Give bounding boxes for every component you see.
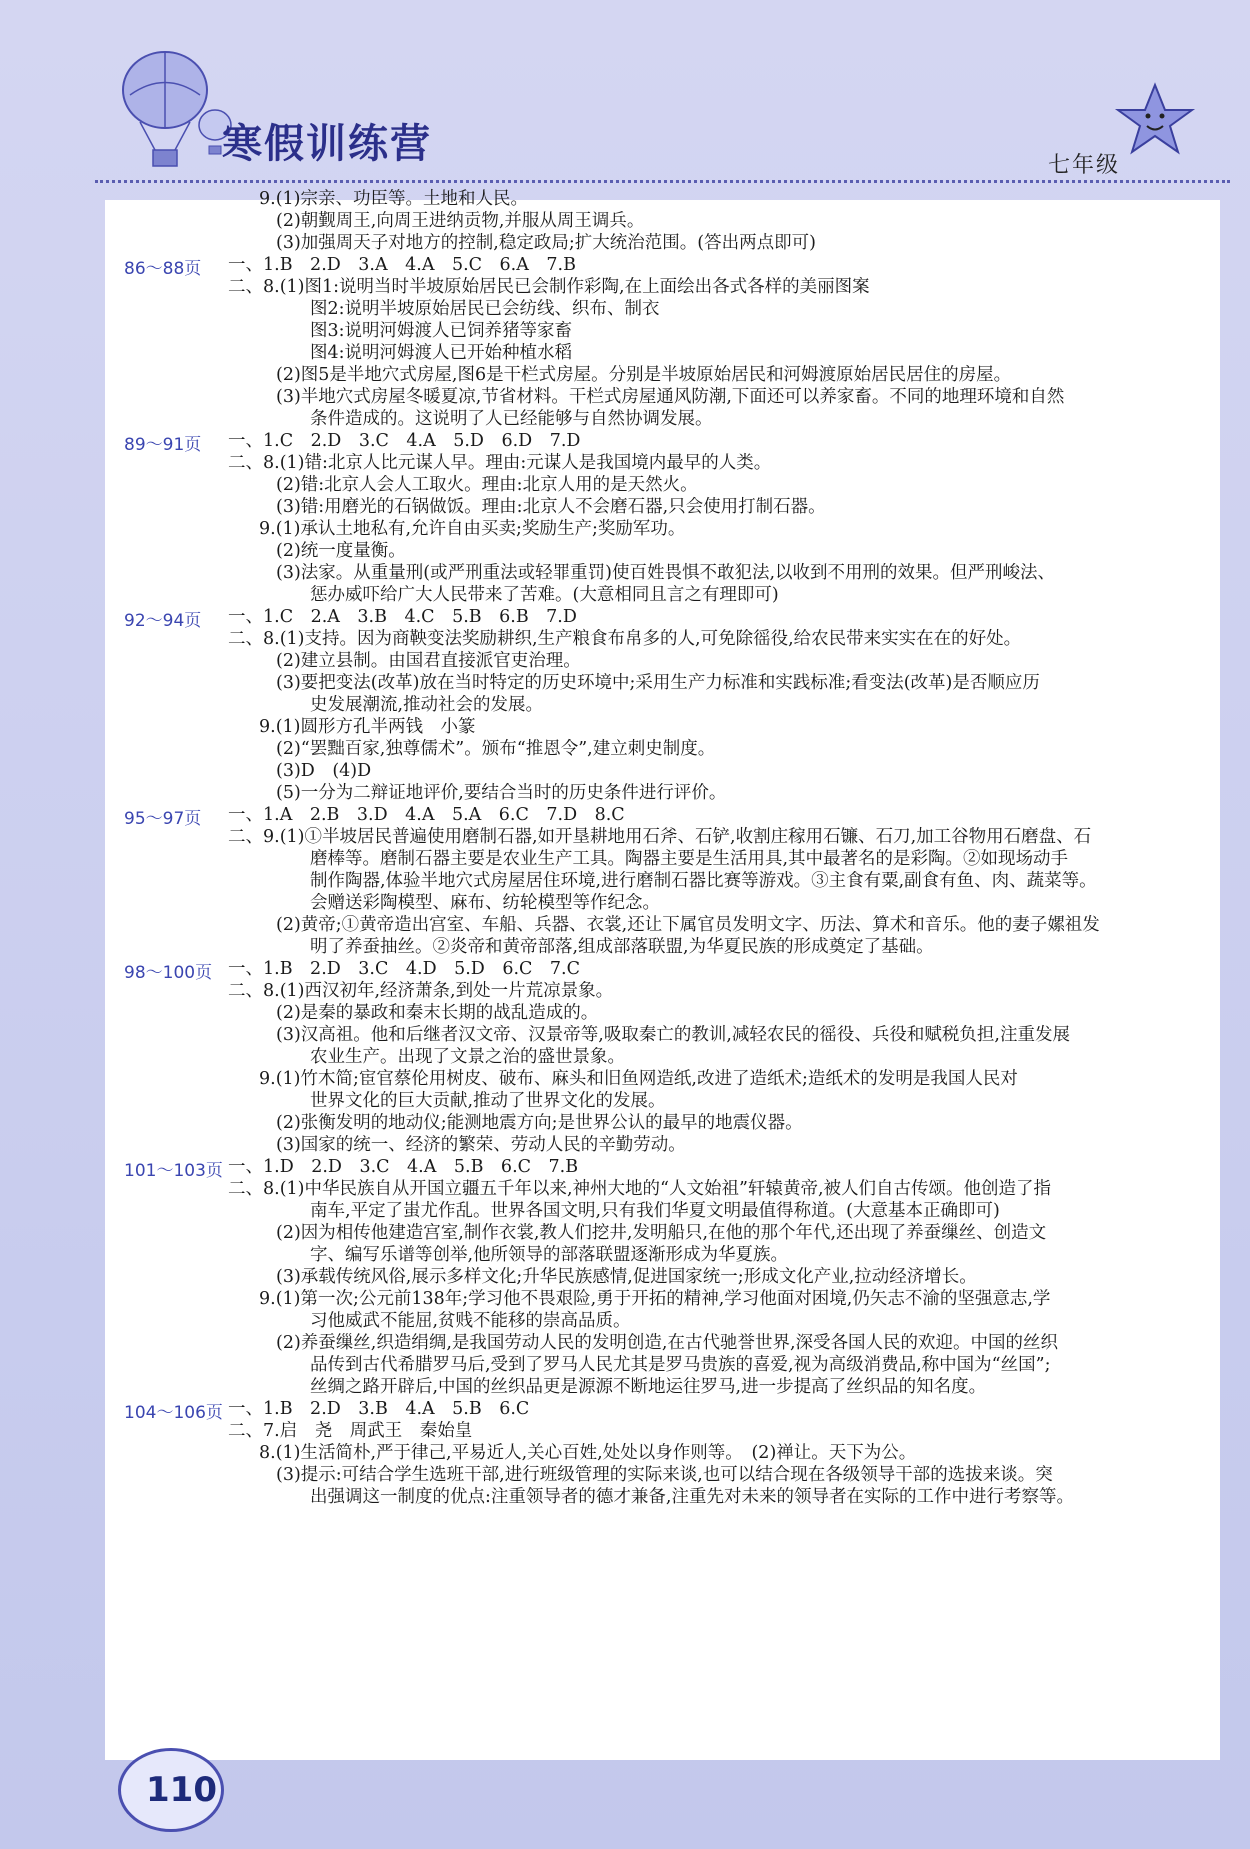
header-divider bbox=[95, 180, 1230, 183]
answer-line: (2)养蚕缫丝,织造绢绸,是我国劳动人民的发明创造,在古代驰誉世界,深受各国人民的欢迎。中国的丝织 bbox=[276, 1333, 1059, 1353]
page-ref: 95～97页 bbox=[124, 809, 202, 829]
page-ref: 92～94页 bbox=[124, 611, 202, 631]
answer-line: (3)承载传统风俗,展示多样文化;升华民族感情,促进国家统一;形成文化产业,拉动经济增长。 bbox=[276, 1267, 977, 1287]
smiling-star-icon bbox=[1110, 80, 1200, 160]
answer-line: 二、8.(1)西汉初年,经济萧条,到处一片荒凉景象。 bbox=[228, 981, 614, 1001]
answer-line: 二、8.(1)中华民族自从开国立疆五千年以来,神州大地的“人文始祖”轩辕黄帝,被人们自古传颂。他创造了指 bbox=[228, 1179, 1052, 1199]
answer-line: 一、1.C 2.D 3.C 4.A 5.D 6.D 7.D bbox=[228, 431, 581, 451]
answer-line: 二、7.启 尧 周武王 秦始皇 bbox=[228, 1421, 473, 1441]
answer-line: (3)要把变法(改革)放在当时特定的历史环境中;采用生产力标准和实践标准;看变法(改革)是否顺应历 bbox=[276, 673, 1040, 693]
answer-line: 一、1.C 2.A 3.B 4.C 5.B 6.B 7.D bbox=[228, 607, 577, 627]
answer-line: 9.(1)竹木简;宦官蔡伦用树皮、破布、麻头和旧鱼网造纸,改进了造纸术;造纸术的发明是我国人民对 bbox=[259, 1069, 1018, 1089]
page-ref: 101～103页 bbox=[124, 1161, 223, 1181]
answer-line: (2)建立县制。由国君直接派官吏治理。 bbox=[276, 651, 581, 671]
answer-line: 磨棒等。磨制石器主要是农业生产工具。陶器主要是生活用具,其中最著名的是彩陶。②如现场动手 bbox=[310, 849, 1069, 869]
answer-line: (5)一分为二辩证地评价,要结合当时的历史条件进行评价。 bbox=[276, 783, 727, 803]
answer-line: 出强调这一制度的优点:注重领导者的德才兼备,注重先对未来的领导者在实际的工作中进行考察等。 bbox=[310, 1487, 1074, 1507]
answer-line: 世界文化的巨大贡献,推动了世界文化的发展。 bbox=[310, 1091, 666, 1111]
answer-line: (2)错:北京人会人工取火。理由:北京人用的是天然火。 bbox=[276, 475, 698, 495]
answer-line: 条件造成的。这说明了人已经能够与自然协调发展。 bbox=[310, 409, 713, 429]
grade-label: 七年级 bbox=[1048, 153, 1121, 178]
answer-line: 明了养蚕抽丝。②炎帝和黄帝部落,组成部落联盟,为华夏民族的形成奠定了基础。 bbox=[310, 937, 934, 957]
answer-line: 史发展潮流,推动社会的发展。 bbox=[310, 695, 544, 715]
answer-line: (3)国家的统一、经济的繁荣、劳动人民的辛勤劳动。 bbox=[276, 1135, 686, 1155]
page-ref: 104～106页 bbox=[124, 1403, 223, 1423]
answer-line: (2)朝觐周王,向周王进纳贡物,并服从周王调兵。 bbox=[276, 211, 645, 231]
answer-line: 会赠送彩陶模型、麻布、纺轮模型等作纪念。 bbox=[310, 893, 660, 913]
answer-line: (3)加强周天子对地方的控制,稳定政局;扩大统治范围。(答出两点即可) bbox=[276, 233, 816, 253]
answer-line: 图2:说明半坡原始居民已会纺线、织布、制衣 bbox=[310, 299, 660, 319]
answer-line: 图4:说明河姆渡人已开始种植水稻 bbox=[310, 343, 573, 363]
answer-line: (2)图5是半地穴式房屋,图6是干栏式房屋。分别是半坡原始居民和河姆渡原始居民居住的房屋。 bbox=[276, 365, 1012, 385]
answer-line: 农业生产。出现了文景之治的盛世景象。 bbox=[310, 1047, 625, 1067]
answer-line: 9.(1)第一次;公元前138年;学习他不畏艰险,勇于开拓的精神,学习他面对困境,仍矢志不渝的坚强意志,学 bbox=[259, 1289, 1051, 1309]
answer-line: 一、1.A 2.B 3.D 4.A 5.A 6.C 7.D 8.C bbox=[228, 805, 625, 825]
answer-line: (3)提示:可结合学生选班干部,进行班级管理的实际来谈,也可以结合现在各级领导干部的选拔来谈。突 bbox=[276, 1465, 1053, 1485]
answer-line: 一、1.D 2.D 3.C 4.A 5.B 6.C 7.B bbox=[228, 1157, 579, 1177]
answer-line: 一、1.B 2.D 3.B 4.A 5.B 6.C bbox=[228, 1399, 530, 1419]
answer-line: (2)“罢黜百家,独尊儒术”。颁布“推恩令”,建立刺史制度。 bbox=[276, 739, 716, 759]
answer-line: (3)法家。从重量刑(或严刑重法或轻罪重罚)使百姓畏惧不敢犯法,以收到不用刑的效果。但严刑峻法、 bbox=[276, 563, 1056, 583]
answer-line: 南车,平定了蚩尤作乱。世界各国文明,只有我们华夏文明最值得称道。(大意基本正确即可) bbox=[310, 1201, 1000, 1221]
answer-line: 惩办威吓给广大人民带来了苦难。(大意相同且言之有理即可) bbox=[310, 585, 779, 605]
answer-line: 9.(1)宗亲、功臣等。土地和人民。 bbox=[259, 189, 528, 209]
answer-line: (3)半地穴式房屋冬暖夏凉,节省材料。干栏式房屋通风防潮,下面还可以养家畜。不同的地理环境和自然 bbox=[276, 387, 1065, 407]
answer-line: (3)D (4)D bbox=[276, 761, 372, 781]
page-number: 110 bbox=[146, 1770, 217, 1810]
answer-line: 二、8.(1)支持。因为商鞅变法奖励耕织,生产粮食布帛多的人,可免除徭役,给农民带来实实在在的好处。 bbox=[228, 629, 1022, 649]
answer-line: 9.(1)承认土地私有,允许自由买卖;奖励生产;奖励军功。 bbox=[259, 519, 686, 539]
answer-line: 图3:说明河姆渡人已饲养猪等家畜 bbox=[310, 321, 573, 341]
page-ref: 89～91页 bbox=[124, 435, 202, 455]
answer-line: (2)统一度量衡。 bbox=[276, 541, 406, 561]
hot-air-balloon-icon bbox=[110, 50, 240, 200]
answer-line: 字、编写乐谱等创举,他所领导的部落联盟逐渐形成为华夏族。 bbox=[310, 1245, 789, 1265]
answer-line: (2)张衡发明的地动仪;能测地震方向;是世界公认的最早的地震仪器。 bbox=[276, 1113, 803, 1133]
answer-line: 习他威武不能屈,贫贱不能移的崇高品质。 bbox=[310, 1311, 631, 1331]
answer-line: 二、9.(1)①半坡居民普遍使用磨制石器,如开垦耕地用石斧、石铲,收割庄稼用石镰、石刀,加工谷物用石磨盘、石 bbox=[228, 827, 1092, 847]
page-title: 寒假训练营 bbox=[222, 121, 432, 167]
answer-line: (3)错:用磨光的石锅做饭。理由:北京人不会磨石器,只会使用打制石器。 bbox=[276, 497, 826, 517]
header bbox=[0, 0, 1250, 185]
answer-line: 二、8.(1)错:北京人比元谋人早。理由:元谋人是我国境内最早的人类。 bbox=[228, 453, 772, 473]
answer-line: 一、1.B 2.D 3.C 4.D 5.D 6.C 7.C bbox=[228, 959, 580, 979]
page-ref: 86～88页 bbox=[124, 259, 202, 279]
answer-line: 8.(1)生活简朴,严于律己,平易近人,关心百姓,处处以身作则等。 (2)禅让。天下为公。 bbox=[259, 1443, 917, 1463]
answer-line: 品传到古代希腊罗马后,受到了罗马人民尤其是罗马贵族的喜爱,视为高级消费品,称中国为“丝国”; bbox=[310, 1355, 1051, 1375]
answer-line: 二、8.(1)图1:说明当时半坡原始居民已会制作彩陶,在上面绘出各式各样的美丽图案 bbox=[228, 277, 870, 297]
answer-line: 一、1.B 2.D 3.A 4.A 5.C 6.A 7.B bbox=[228, 255, 576, 275]
answer-line: (2)黄帝;①黄帝造出宫室、车船、兵器、衣裳,还让下属官员发明文字、历法、算术和音乐。他的妻子嫘祖发 bbox=[276, 915, 1100, 935]
answer-line: (2)因为相传他建造宫室,制作衣裳,教人们挖井,发明船只,在他的那个年代,还出现了养蚕缫丝、创造文 bbox=[276, 1223, 1047, 1243]
answer-line: 9.(1)圆形方孔半两钱 小篆 bbox=[259, 717, 476, 737]
page-ref: 98～100页 bbox=[124, 963, 213, 983]
answer-line: (2)是秦的暴政和秦末长期的战乱造成的。 bbox=[276, 1003, 599, 1023]
answer-line: (3)汉高祖。他和后继者汉文帝、汉景帝等,吸取秦亡的教训,减轻农民的徭役、兵役和赋税负担,注重发展 bbox=[276, 1025, 1070, 1045]
answer-line: 丝绸之路开辟后,中国的丝织品更是源源不断地运往罗马,进一步提高了丝织品的知名度。 bbox=[310, 1377, 987, 1397]
answer-line: 制作陶器,体验半地穴式房屋居住环境,进行磨制石器比赛等游戏。③主食有粟,副食有鱼、肉、蔬菜等。 bbox=[310, 871, 1097, 891]
